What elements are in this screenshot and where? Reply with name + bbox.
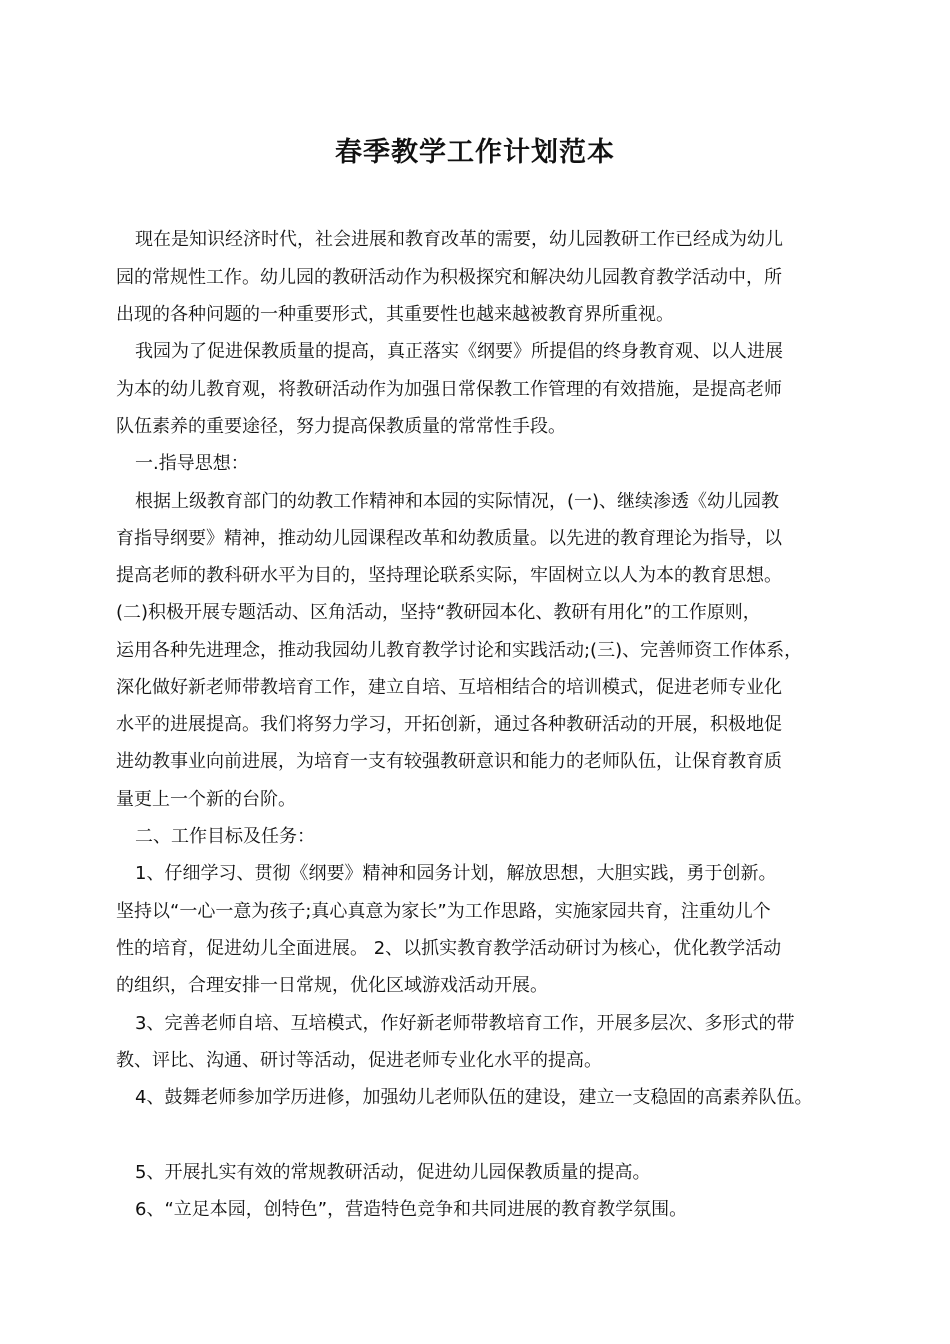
paragraph-line: 3、完善老师自培、互培模式，作好新老师带教培育工作，开展多层次、多形式的带 xyxy=(135,1013,795,1034)
paragraph-line: 园的常规性工作。幼儿园的教研活动作为积极探究和解决幼儿园教育教学活动中，所 xyxy=(116,267,782,288)
paragraph-line: 教、评比、沟通、研讨等活动，促进老师专业化水平的提高。 xyxy=(116,1050,602,1071)
paragraph-line: 的组织，合理安排一日常规，优化区域游戏活动开展。 xyxy=(116,975,548,996)
paragraph-line: 我园为了促进保教质量的提高，真正落实《纲要》所提倡的终身教育观、以人进展 xyxy=(135,341,783,362)
document-title: 春季教学工作计划范本 xyxy=(335,137,615,168)
paragraph-line: (二)积极开展专题活动、区角活动，坚持“教研园本化、教研有用化”的工作原则， xyxy=(116,602,761,623)
section-heading: 二、工作目标及任务： xyxy=(135,826,315,847)
paragraph-line: 水平的进展提高。我们将努力学习，开拓创新，通过各种教研活动的开展，积极地促 xyxy=(116,714,782,735)
paragraph-line: 出现的各种问题的一种重要形式，其重要性也越来越被教育界所重视。 xyxy=(116,304,674,325)
paragraph-line: 现在是知识经济时代，社会进展和教育改革的需要，幼儿园教研工作已经成为幼儿 xyxy=(135,229,783,250)
paragraph-line: 6、“立足本园，创特色”，营造特色竞争和共同进展的教育教学氛围。 xyxy=(135,1199,688,1220)
paragraph-line: 为本的幼儿教育观，将教研活动作为加强日常保教工作管理的有效措施，是提高老师 xyxy=(116,379,782,400)
paragraph-line: 量更上一个新的台阶。 xyxy=(116,789,296,810)
paragraph-line: 提高老师的教科研水平为目的，坚持理论联系实际，牢固树立以人为本的教育思想。 xyxy=(116,565,782,586)
paragraph-line: 4、鼓舞老师参加学历进修，加强幼儿老师队伍的建设，建立一支稳固的高素养队伍。 xyxy=(135,1087,813,1108)
paragraph-line: 性的培育，促进幼儿全面进展。 2、以抓实教育教学活动研讨为核心，优化教学活动 xyxy=(116,938,782,959)
section-heading: 一.指导思想： xyxy=(135,453,249,474)
paragraph-line: 运用各种先进理念，推动我园幼儿教育教学讨论和实践活动;(三)、完善师资工作体系， xyxy=(116,640,803,661)
paragraph-line: 根据上级教育部门的幼教工作精神和本园的实际情况，(一)、继续渗透《幼儿园教 xyxy=(135,491,780,512)
paragraph-line: 5、开展扎实有效的常规教研活动，促进幼儿园保教质量的提高。 xyxy=(135,1162,651,1183)
paragraph-line: 育指导纲要》精神，推动幼儿园课程改革和幼教质量。以先进的教育理论为指导，以 xyxy=(116,528,782,549)
paragraph-line: 深化做好新老师带教培育工作，建立自培、互培相结合的培训模式，促进老师专业化 xyxy=(116,677,782,698)
paragraph-line: 坚持以“一心一意为孩子;真心真意为家长”为工作思路，实施家园共育，注重幼儿个 xyxy=(116,901,771,922)
paragraph-line: 进幼教事业向前进展，为培育一支有较强教研意识和能力的老师队伍，让保育教育质 xyxy=(116,751,782,772)
paragraph-line: 1、仔细学习、贯彻《纲要》精神和园务计划，解放思想，大胆实践，勇于创新。 xyxy=(135,863,777,884)
paragraph-line: 队伍素养的重要途径，努力提高保教质量的常常性手段。 xyxy=(116,416,566,437)
